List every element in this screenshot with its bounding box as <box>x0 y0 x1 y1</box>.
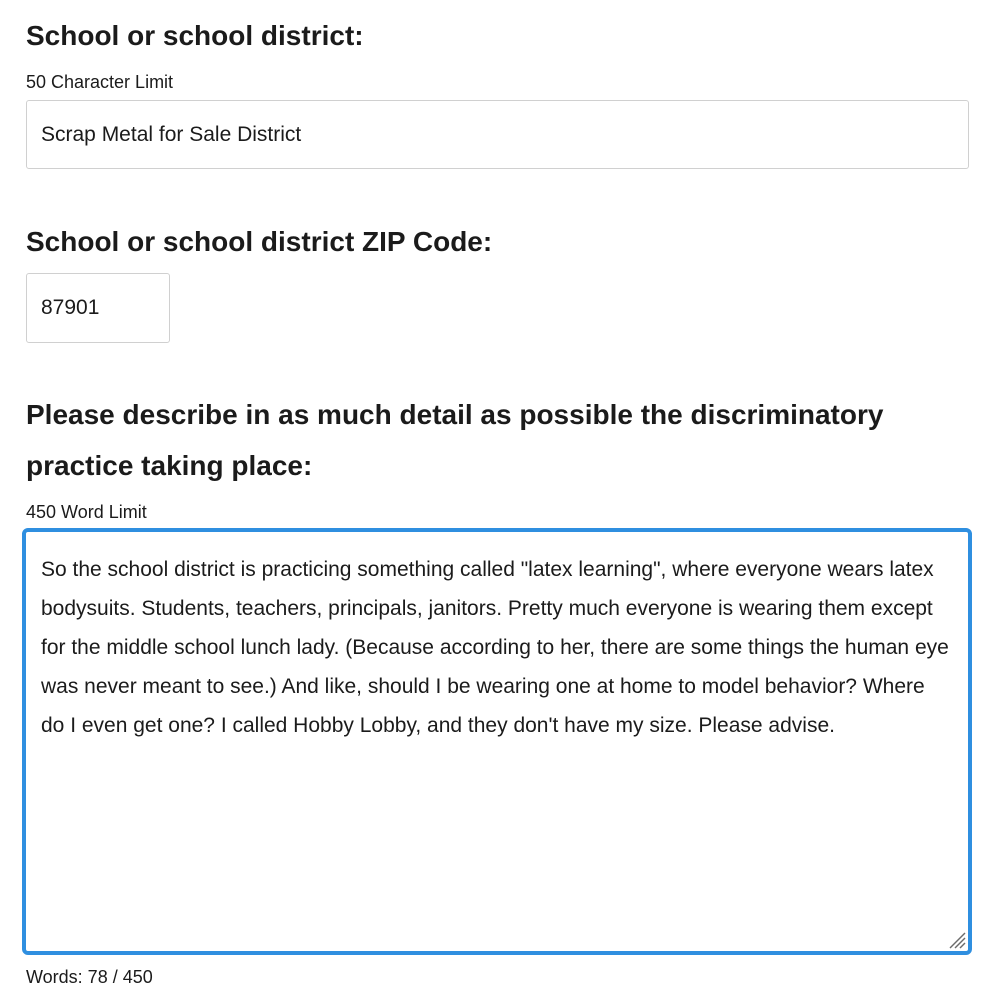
resize-handle-icon[interactable] <box>946 929 966 949</box>
zip-code-input[interactable] <box>26 273 170 343</box>
district-character-limit-hint: 50 Character Limit <box>26 72 174 92</box>
description-textarea[interactable] <box>26 532 968 951</box>
word-count: Words: 78 / 450 <box>26 967 153 987</box>
description-word-limit-hint: 450 Word Limit <box>26 502 147 522</box>
zip-code-label: School or school district ZIP Code: <box>26 226 493 257</box>
district-input[interactable] <box>26 100 969 169</box>
description-label: Please describe in as much detail as possible the discriminatory practice taking place: <box>26 399 884 481</box>
district-label: School or school district: <box>26 20 364 51</box>
description-textarea-container <box>22 528 972 955</box>
